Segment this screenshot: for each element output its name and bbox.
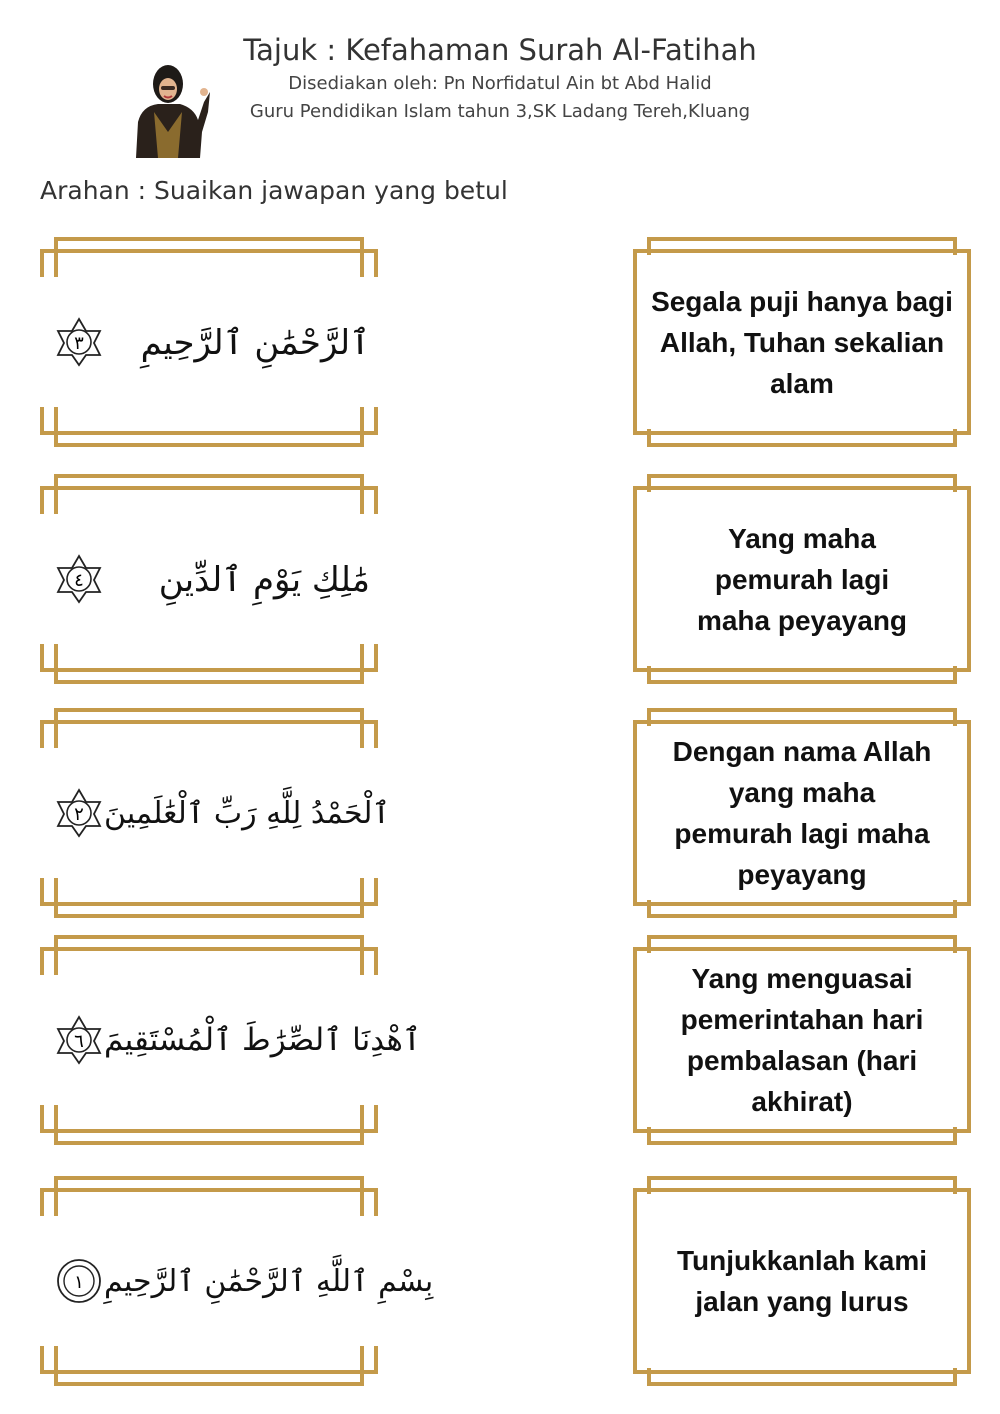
meaning-text: Tunjukkanlah kami jalan yang lurus [677, 1245, 927, 1317]
ayat-text: بِسْمِ ٱللَّهِ ٱلرَّحْمَٰنِ ٱلرَّحِيمِ [104, 1263, 434, 1299]
ayah-number-icon [54, 317, 104, 367]
ayat-text: مَٰلِكِ يَوْمِ ٱلدِّينِ [158, 559, 370, 600]
meaning-text: Dengan nama Allah yang maha pemurah lagi maha peyayang [672, 736, 932, 890]
teacher-photo [128, 62, 210, 158]
page-title: Tajuk : Kefahaman Surah Al-Fatihah [243, 33, 757, 67]
svg-text:٣: ٣ [74, 333, 84, 354]
ayat-text: ٱلرَّحْمَٰنِ ٱلرَّحِيمِ [140, 322, 370, 363]
ayat-card-4[interactable] [40, 935, 422, 1145]
meaning-text: Segala puji hanya bagi Allah, Tuhan sekalian alam [651, 285, 953, 399]
prepared-by: Disediakan oleh: Pn Norfidatul Ain bt Abd Halid [288, 73, 712, 94]
ayat-card-1[interactable] [40, 237, 378, 447]
ayah-number-icon [54, 788, 104, 838]
meaning-text: Yang menguasai pemerintahan hari pembalasan (hari akhirat) [680, 963, 924, 1117]
ayah-number-icon [54, 554, 104, 604]
meaning-card-5[interactable] [633, 1176, 971, 1386]
svg-text:٢: ٢ [74, 804, 84, 825]
meaning-card-2[interactable] [633, 474, 971, 684]
ayat-text: ٱهْدِنَا ٱلصِّرَٰطَ ٱلْمُسْتَقِيمَ [104, 1022, 422, 1058]
svg-text:١: ١ [74, 1272, 84, 1293]
meaning-card-1[interactable] [633, 237, 971, 447]
ayat-card-5[interactable] [40, 1176, 434, 1386]
meaning-card-3[interactable] [633, 708, 971, 918]
ayat-card-2[interactable] [40, 474, 378, 684]
meaning-card-4[interactable] [633, 935, 971, 1145]
teacher-info: Guru Pendidikan Islam tahun 3,SK Ladang Tereh,Kluang [249, 101, 751, 122]
ayat-card-3[interactable] [40, 708, 391, 918]
ayat-text: ٱلْحَمْدُ لِلَّهِ رَبِّ ٱلْعَٰلَمِينَ [104, 795, 391, 831]
meaning-text: Yang maha pemurah lagi maha peyayang [696, 522, 908, 636]
ayah-number-icon [54, 1256, 104, 1306]
ayah-number-icon [54, 1015, 104, 1065]
instruction: Arahan : Suaikan jawapan yang betul [40, 176, 508, 205]
svg-text:٤: ٤ [74, 570, 84, 591]
svg-text:٦: ٦ [74, 1031, 84, 1052]
